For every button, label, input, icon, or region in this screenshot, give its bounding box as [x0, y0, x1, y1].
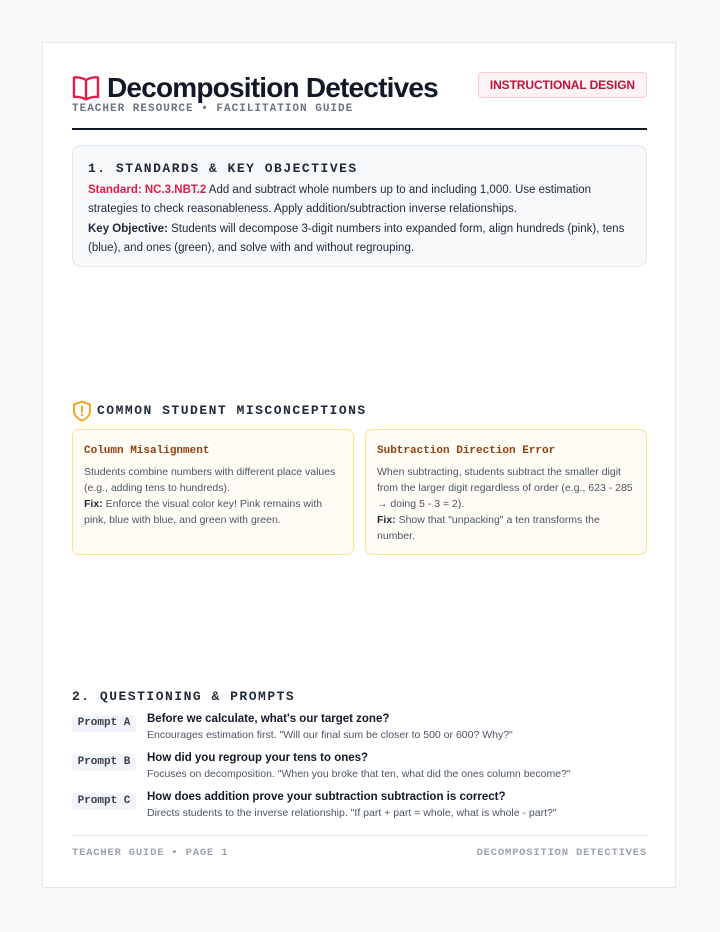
fix-label: Fix:	[377, 514, 396, 526]
objective-text: Students will decompose 3-digit numbers into expanded form, align hundreds (pink), tens (blue), and ones (green), and solve with and without regrouping.	[88, 223, 625, 254]
questioning-heading: 2. QUESTIONING & PROMPTS	[72, 689, 296, 704]
prompt-item	[72, 791, 647, 825]
standards-heading: 1. STANDARDS & KEY OBJECTIVES	[88, 161, 358, 176]
shield-icon	[72, 400, 92, 422]
standards-card	[72, 145, 647, 267]
misconceptions-header	[72, 400, 647, 422]
page-content	[72, 43, 647, 887]
misconceptions-heading: COMMON STUDENT MISCONCEPTIONS	[97, 403, 367, 418]
fix-label: Fix:	[84, 498, 103, 510]
prompt-label: Prompt C	[72, 793, 136, 810]
misconception-title: Column Misalignment	[84, 445, 210, 457]
prompt-detail: Directs students to the inverse relationship. "If part + part = whole, what is whole - part?"	[147, 807, 557, 819]
open-book-icon	[72, 75, 100, 101]
prompt-label: Prompt A	[72, 715, 136, 732]
misconception-description: When subtracting, students subtract the smaller digit from the larger digit regardless of order (e.g., 623 - 285 → doing 5 - 3 = 2).	[377, 466, 633, 510]
misconception-text	[84, 464, 342, 528]
footer-right: DECOMPOSITION DETECTIVES	[476, 847, 647, 859]
standard-paragraph	[88, 181, 631, 218]
prompt-detail: Encourages estimation first. "Will our final sum be closer to 500 or 600? Why?"	[147, 729, 513, 741]
prompt-item	[72, 713, 647, 747]
prompt-question: Before we calculate, what's our target zone?	[147, 713, 390, 725]
footer-left: TEACHER GUIDE • PAGE 1	[72, 847, 229, 859]
page-title: Decomposition Detectives	[107, 72, 438, 103]
page-subtitle: TEACHER RESOURCE • FACILITATION GUIDE	[72, 103, 354, 115]
prompt-question: How did you regroup your tens to ones?	[147, 752, 369, 764]
objective-label: Key Objective:	[88, 223, 168, 235]
document-page	[42, 42, 676, 888]
header	[72, 71, 647, 107]
misconception-title: Subtraction Direction Error	[377, 445, 556, 457]
prompt-label: Prompt B	[72, 754, 136, 771]
fix-text: Show that "unpacking" a ten transforms the number.	[377, 514, 600, 542]
header-divider	[72, 128, 647, 130]
fix-text: Enforce the visual color key! Pink remains with pink, blue with blue, and green with green.	[84, 498, 323, 526]
prompt-item	[72, 752, 647, 786]
objective-paragraph	[88, 220, 631, 257]
misconception-card	[72, 429, 354, 555]
misconception-text	[377, 464, 635, 544]
standard-label: Standard: NC.3.NBT.2	[88, 184, 207, 196]
prompt-question: How does addition prove your subtraction subtraction is correct?	[147, 791, 506, 803]
prompt-detail: Focuses on decomposition. "When you broke that ten, what did the ones column become?"	[147, 768, 571, 780]
misconception-card	[365, 429, 647, 555]
misconception-description: Students combine numbers with different place values (e.g., adding tens to hundreds).	[84, 466, 336, 494]
standard-text: Add and subtract whole numbers up to and including 1,000. Use estimation strategies to check reasonableness. Apply addition/subtraction inverse relationships.	[88, 184, 592, 215]
category-badge: INSTRUCTIONAL DESIGN	[478, 72, 647, 98]
footer-divider	[72, 835, 647, 836]
